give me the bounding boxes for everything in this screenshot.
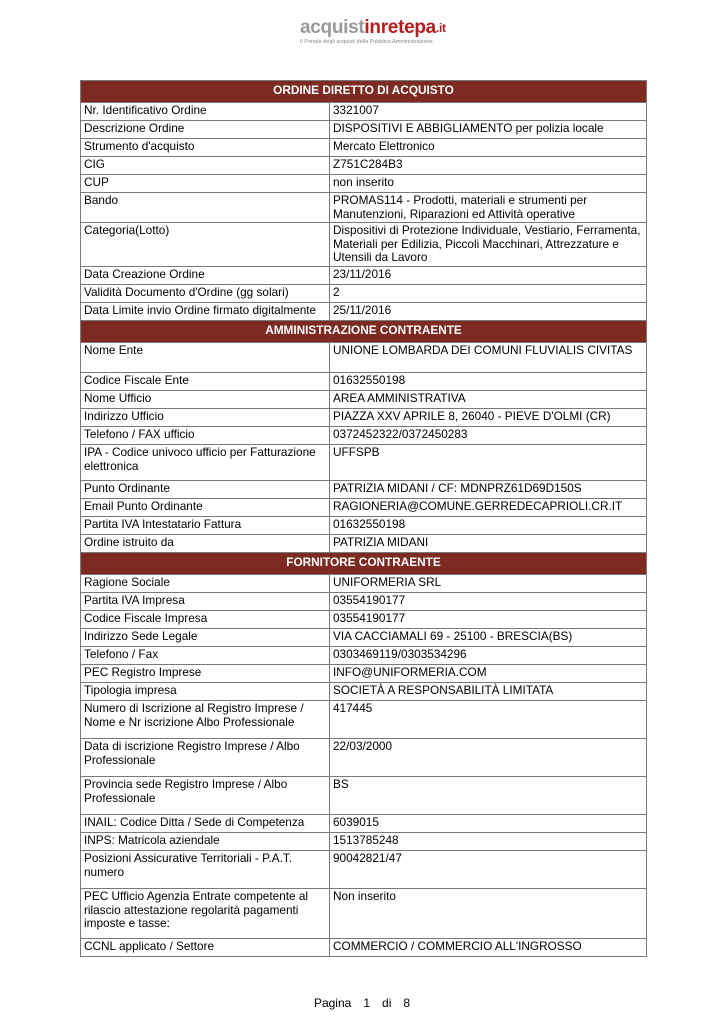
section-title: FORNITORE CONTRAENTE <box>81 553 647 575</box>
field-label: Email Punto Ordinante <box>81 499 330 517</box>
page-label: Pagina <box>313 996 352 1010</box>
field-value: BS <box>330 777 647 815</box>
field-label: Ordine istruito da <box>81 535 330 553</box>
section-header <box>81 81 647 103</box>
field-label: Codice Fiscale Ente <box>81 373 330 391</box>
field-value: 90042821/47 <box>330 851 647 889</box>
table-row <box>81 575 647 593</box>
field-value: 01632550198 <box>330 517 647 535</box>
table-row <box>81 121 647 139</box>
table-row <box>81 427 647 445</box>
field-value: VIA CACCIAMALI 69 - 25100 - BRESCIA(BS) <box>330 629 647 647</box>
field-label: INPS: Matricola aziendale <box>81 833 330 851</box>
field-label: Validità Documento d'Ordine (gg solari) <box>81 285 330 303</box>
field-value: AREA AMMINISTRATIVA <box>330 391 647 409</box>
table-row <box>81 833 647 851</box>
table-row <box>81 499 647 517</box>
field-value: non inserito <box>330 175 647 193</box>
field-label: Ragione Sociale <box>81 575 330 593</box>
field-label: Telefono / Fax <box>81 647 330 665</box>
field-label: Punto Ordinante <box>81 481 330 499</box>
field-value: 22/03/2000 <box>330 739 647 777</box>
field-label: PEC Ufficio Agenzia Entrate competente al rilascio attestazione regolarità pagamenti imposte e tasse: <box>81 889 330 939</box>
field-label: Partita IVA Impresa <box>81 593 330 611</box>
table-row <box>81 481 647 499</box>
field-label: Categoria(Lotto) <box>81 223 330 267</box>
field-value: 25/11/2016 <box>330 303 647 321</box>
table-row <box>81 701 647 739</box>
field-value: UNIONE LOMBARDA DEI COMUNI FLUVIALIS CIVITAS <box>330 343 647 373</box>
field-value: 03554190177 <box>330 611 647 629</box>
field-value: PROMAS114 - Prodotti, materiali e strumenti per Manutenzioni, Riparazioni ed Attività operative <box>330 193 647 223</box>
field-value: INFO@UNIFORMERIA.COM <box>330 665 647 683</box>
field-label: Nome Ente <box>81 343 330 373</box>
field-value: Z751C284B3 <box>330 157 647 175</box>
logo-tagline: Il Portale degli acquisti della Pubblica Amministrazione <box>300 39 433 45</box>
field-label: Data di iscrizione Registro Imprese / Albo Professionale <box>81 739 330 777</box>
field-value: 23/11/2016 <box>330 267 647 285</box>
field-value: COMMERCIO / COMMERCIO ALL'INGROSSO <box>330 939 647 957</box>
field-value: 417445 <box>330 701 647 739</box>
logo-word-tld: .it <box>435 21 446 35</box>
field-value: 0303469119/0303534296 <box>330 647 647 665</box>
field-label: PEC Registro Imprese <box>81 665 330 683</box>
field-value: 3321007 <box>330 103 647 121</box>
table-row <box>81 139 647 157</box>
field-label: Nr. Identificativo Ordine <box>81 103 330 121</box>
field-label: Data Limite invio Ordine firmato digitalmente <box>81 303 330 321</box>
table-row <box>81 223 647 267</box>
table-row <box>81 647 647 665</box>
field-label: Strumento d'acquisto <box>81 139 330 157</box>
field-value: 6039015 <box>330 815 647 833</box>
field-value: UFFSPB <box>330 445 647 481</box>
field-label: Provincia sede Registro Imprese / Albo Professionale <box>81 777 330 815</box>
field-value: 01632550198 <box>330 373 647 391</box>
site-logo <box>300 18 500 50</box>
field-label: Partita IVA Intestatario Fattura <box>81 517 330 535</box>
field-value: PIAZZA XXV APRILE 8, 26040 - PIEVE D'OLMI (CR) <box>330 409 647 427</box>
field-value: PATRIZIA MIDANI <box>330 535 647 553</box>
table-row <box>81 175 647 193</box>
field-label: INAIL: Codice Ditta / Sede di Competenza <box>81 815 330 833</box>
section-title: ORDINE DIRETTO DI ACQUISTO <box>81 81 647 103</box>
table-row <box>81 665 647 683</box>
table-row <box>81 409 647 427</box>
section-title: AMMINISTRAZIONE CONTRAENTE <box>81 321 647 343</box>
field-value: SOCIETÀ A RESPONSABILITÀ LIMITATA <box>330 683 647 701</box>
field-value: Dispositivi di Protezione Individuale, Vestiario, Ferramenta, Materiali per Edilizia, Piccoli Macchinari, Attrezzature e Utensili da Lavoro <box>330 223 647 267</box>
table-row <box>81 739 647 777</box>
field-label: Posizioni Assicurative Territoriali - P.A.T. numero <box>81 851 330 889</box>
field-label: Nome Ufficio <box>81 391 330 409</box>
page-of-label: di <box>382 996 392 1010</box>
table-row <box>81 939 647 957</box>
table-row <box>81 285 647 303</box>
field-value: 0372452322/0372450283 <box>330 427 647 445</box>
logo-word-red: inretepa <box>364 17 436 38</box>
field-label: Data Creazione Ordine <box>81 267 330 285</box>
field-label: Indirizzo Ufficio <box>81 409 330 427</box>
table-row <box>81 103 647 121</box>
field-label: CCNL applicato / Settore <box>81 939 330 957</box>
field-label: Codice Fiscale Impresa <box>81 611 330 629</box>
field-value: DISPOSITIVI E ABBIGLIAMENTO per polizia locale <box>330 121 647 139</box>
field-label: Telefono / FAX ufficio <box>81 427 330 445</box>
table-row <box>81 683 647 701</box>
table-row <box>81 593 647 611</box>
field-label: Descrizione Ordine <box>81 121 330 139</box>
field-value: PATRIZIA MIDANI / CF: MDNPRZ61D69D150S <box>330 481 647 499</box>
logo-wordmark <box>300 18 500 38</box>
table-row <box>81 535 647 553</box>
field-value: UNIFORMERIA SRL <box>330 575 647 593</box>
field-value: 03554190177 <box>330 593 647 611</box>
table-row <box>81 815 647 833</box>
table-row <box>81 391 647 409</box>
table-row <box>81 157 647 175</box>
table-row <box>81 611 647 629</box>
section-header <box>81 321 647 343</box>
field-label: Tipologia impresa <box>81 683 330 701</box>
table-row <box>81 777 647 815</box>
field-label: IPA - Codice univoco ufficio per Fatturazione elettronica <box>81 445 330 481</box>
table-row <box>81 889 647 939</box>
page-number: 1 <box>363 996 371 1010</box>
table-row <box>81 629 647 647</box>
table-row <box>81 445 647 481</box>
section-header <box>81 553 647 575</box>
table-row <box>81 373 647 391</box>
table-row <box>81 193 647 223</box>
logo-word-grey: acquist <box>300 17 365 38</box>
table-row <box>81 343 647 373</box>
field-value: RAGIONERIA@COMUNE.GERREDECAPRIOLI.CR.IT <box>330 499 647 517</box>
field-value: Mercato Elettronico <box>330 139 647 157</box>
field-value: 2 <box>330 285 647 303</box>
table-row <box>81 267 647 285</box>
field-value: 1513785248 <box>330 833 647 851</box>
field-label: Indirizzo Sede Legale <box>81 629 330 647</box>
table-row <box>81 851 647 889</box>
field-label: CIG <box>81 157 330 175</box>
table-row <box>81 517 647 535</box>
field-label: CUP <box>81 175 330 193</box>
field-value: Non inserito <box>330 889 647 939</box>
order-table <box>80 80 647 957</box>
field-label: Bando <box>81 193 330 223</box>
field-label: Numero di Iscrizione al Registro Imprese / Nome e Nr iscrizione Albo Professionale <box>81 701 330 739</box>
page-total: 8 <box>403 996 411 1010</box>
page-footer <box>0 996 724 1010</box>
table-row <box>81 303 647 321</box>
